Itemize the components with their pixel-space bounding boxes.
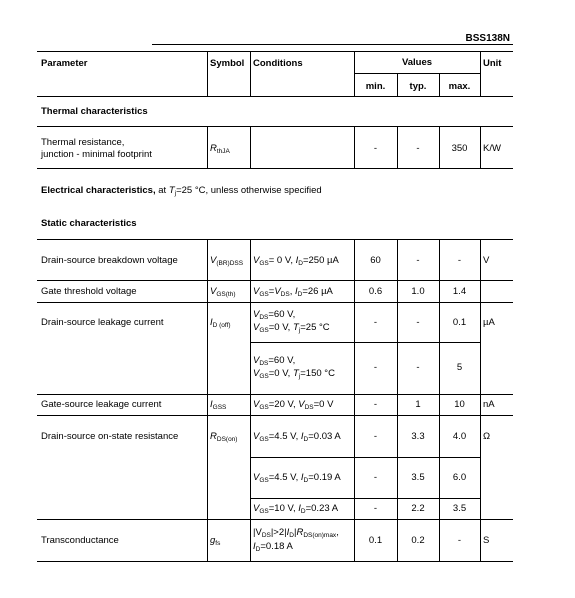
section-static: Static characteristics [41,218,137,229]
header-symbol: Symbol [210,58,245,69]
vth-param: Gate threshold voltage [41,286,137,297]
row-rds-mid1 [250,457,480,458]
gfs-param: Transconductance [41,535,119,546]
thermal-bottom-rule [37,168,513,169]
rds-b-conditions: $V_{GS}=4.5$ V, $I_D=0.19$ A [253,472,341,484]
gfs-min: 0.1 [368,535,383,546]
row-vth-bottom [37,302,513,303]
idss-b-cond-l2: $V_{GS}=0$ V, $T_j=150$ °C [253,368,335,380]
vline-t1 [207,126,208,168]
gfs-cond-l2: $I_D=0.18$ A [253,541,293,553]
thermal-res-param-l1: Thermal resistance, [41,137,125,148]
row-igss-bottom [37,415,513,416]
idss-a-typ: - [416,317,420,328]
igss-unit: nA [483,399,495,410]
idss-b-max: 5 [456,362,463,373]
vline-t2 [250,126,251,168]
thermal-top-rule [37,126,513,127]
vth-min: 0.6 [368,286,383,297]
rds-b-typ: 3.5 [411,472,425,483]
header-values: Values [401,57,433,68]
bv-max: - [457,255,462,266]
row-idss-bottom [37,394,513,395]
header-min: min. [365,81,386,92]
header-parameter: Parameter [41,58,88,69]
rds-b-min: - [373,472,378,483]
idss-a-cond-l1: $V_{DS}=60$ V, [253,309,296,321]
table-bottom-rule [37,561,513,562]
row-bv-bottom [37,280,513,281]
idss-a-min: - [373,317,378,328]
title-rule [152,44,513,45]
vline-h1 [207,51,208,96]
igss-param: Gate-source leakage current [41,399,162,410]
rds-b-max: 6.0 [452,472,467,483]
idss-b-min: - [373,362,378,373]
static-top-rule [37,239,513,240]
bv-typ: - [416,255,420,266]
rds-c-typ: 2.2 [411,503,425,514]
gfs-typ: 0.2 [411,535,425,546]
vline-t6 [480,126,481,168]
rds-a-typ: 3.3 [411,431,425,442]
gfs-symbol: $g_{fs}$ [210,535,221,547]
header-bottom-rule [37,96,513,97]
thermal-res-typ: - [416,143,420,154]
igss-conditions: $V_{GS}=20$ V, $V_{DS}=0$ V [253,399,334,411]
header-max: max. [448,81,471,92]
bv-param: Drain-source breakdown voltage [41,255,178,266]
thermal-res-min: - [373,143,378,154]
idss-param: Drain-source leakage current [41,317,164,328]
thermal-res-param-l2: junction - minimal footprint [41,149,152,160]
rds-a-max: 4.0 [452,431,467,442]
rds-a-conditions: $V_{GS}=4.5$ V, $I_D=0.03$ A [253,431,341,443]
vth-max: 1.4 [452,286,467,297]
thermal-res-max: 350 [451,143,468,154]
section-thermal: Thermal characteristics [41,106,148,117]
idss-a-max: 0.1 [452,317,467,328]
section-electrical: Electrical characteristics, at $T_j=25$ °C, unless otherwise specified [41,185,322,197]
doc-title: BSS138N [465,33,510,44]
rds-c-min: - [373,503,378,514]
idss-a-cond-l2: $V_{GS}=0$ V, $T_j=25$ °C [253,322,330,334]
idss-symbol: $I_{D (off)}$ [210,317,231,329]
bv-symbol: $V_{(BR)DSS}$ [210,255,244,267]
bv-unit: V [483,255,490,266]
vth-symbol: $V_{GS(th)}$ [210,286,236,298]
rds-a-min: - [373,431,378,442]
table-top-rule [37,51,513,52]
row-rds-bottom [37,519,513,520]
bv-conditions: $V_{GS}= 0$ V, $I_D=250$ µA [253,255,339,267]
gfs-cond-l1: $|V_{DS}|>2|I_D|R_{DS(on)max}$, [253,527,339,539]
gfs-unit: S [483,535,490,546]
header-unit: Unit [483,58,502,69]
vth-typ: 1.0 [411,286,425,297]
row-idss-mid [250,342,480,343]
vline-s2 [250,239,251,561]
igss-symbol: $I_{GSS}$ [210,399,227,411]
thermal-res-unit: K/W [483,143,501,154]
header-typ: typ. [409,81,427,92]
rds-c-conditions: $V_{GS}=10$ V, $I_D=0.23$ A [253,503,339,515]
values-sub-rule [354,73,480,74]
igss-min: - [373,399,378,410]
gfs-max: - [457,535,462,546]
idss-unit: µA [483,317,495,328]
bv-min: 60 [370,255,381,266]
vline-s6 [480,239,481,561]
idss-b-typ: - [416,362,420,373]
rds-c-max: 3.5 [452,503,467,514]
thermal-res-symbol: $R_{thJA}$ [210,143,230,155]
rds-param: Drain-source on-state resistance [41,431,179,442]
vline-s1 [207,239,208,561]
idss-b-cond-l1: $V_{DS}=60$ V, [253,355,296,367]
vline-h6 [480,51,481,96]
igss-typ: 1 [415,399,421,410]
rds-unit: Ω [483,431,491,442]
vth-conditions: $V_{GS}=V_{DS}$, $I_D=26$ µA [253,286,333,298]
header-conditions: Conditions [253,58,303,69]
rds-symbol: $R_{DS(on)}$ [210,431,238,443]
igss-max: 10 [454,399,465,410]
vline-h2 [250,51,251,96]
row-rds-mid2 [250,498,480,499]
